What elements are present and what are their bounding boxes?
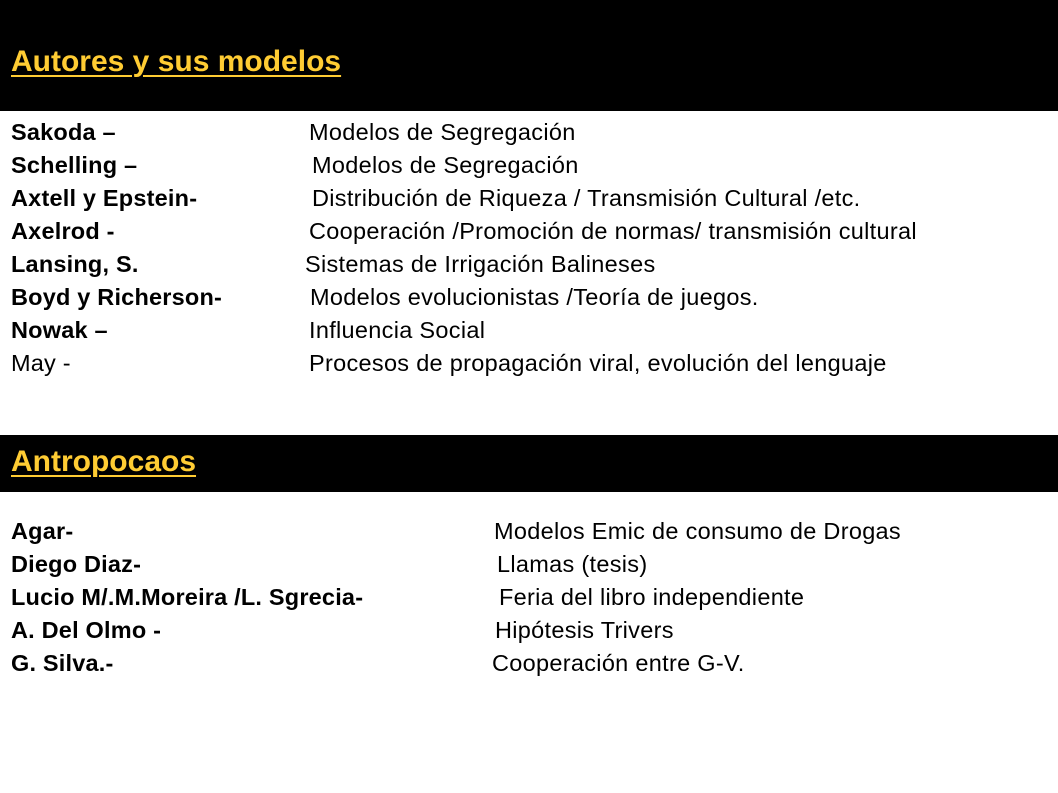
author-model-list — [11, 116, 1051, 380]
model-topic: Modelos evolucionistas /Teoría de juegos. — [310, 284, 759, 310]
list-item — [11, 314, 1051, 347]
title-band-antropocaos — [0, 435, 1058, 492]
list-item — [11, 347, 1051, 380]
project-topic: Cooperación entre G-V. — [492, 650, 745, 676]
list-item — [11, 248, 1051, 281]
list-item — [11, 149, 1051, 182]
section-title-antropocaos: Antropocaos — [11, 445, 197, 478]
author-name: Axtell y Epstein- — [11, 185, 198, 211]
author-name: Axelrod - — [11, 218, 115, 244]
member-name: Lucio M/.M.Moreira /L. Sgrecia- — [11, 584, 364, 610]
project-topic: Llamas (tesis) — [497, 551, 648, 577]
model-topic: Sistemas de Irrigación Balineses — [305, 251, 656, 277]
project-topic: Feria del libro independiente — [499, 584, 805, 610]
list-item — [11, 647, 1011, 680]
author-name: Lansing, S. — [11, 251, 139, 277]
project-topic: Modelos Emic de consumo de Drogas — [494, 518, 901, 544]
model-topic: Modelos de Segregación — [309, 119, 576, 145]
author-name: Boyd y Richerson- — [11, 284, 223, 310]
member-name: G. Silva.- — [11, 650, 114, 676]
member-name: Agar- — [11, 518, 74, 544]
antropocaos-project-list — [11, 515, 1011, 680]
author-name: Sakoda – — [11, 119, 116, 145]
list-item — [11, 548, 1011, 581]
list-item — [11, 281, 1051, 314]
list-item — [11, 182, 1051, 215]
author-name: Nowak – — [11, 317, 108, 343]
list-item — [11, 116, 1051, 149]
section-title-autores: Autores y sus modelos — [11, 45, 342, 78]
list-item — [11, 215, 1051, 248]
model-topic: Cooperación /Promoción de normas/ transmisión cultural — [309, 218, 917, 244]
list-item — [11, 614, 1011, 647]
list-item — [11, 515, 1011, 548]
title-band-autores — [0, 0, 1058, 111]
model-topic: Influencia Social — [309, 317, 486, 343]
author-name: May - — [11, 350, 71, 376]
list-item — [11, 581, 1011, 614]
author-name: Schelling – — [11, 152, 138, 178]
member-name: Diego Diaz- — [11, 551, 142, 577]
model-topic: Modelos de Segregación — [312, 152, 579, 178]
model-topic: Procesos de propagación viral, evolución del lenguaje — [309, 350, 887, 376]
project-topic: Hipótesis Trivers — [495, 617, 674, 643]
member-name: A. Del Olmo - — [11, 617, 162, 643]
model-topic: Distribución de Riqueza / Transmisión Cultural /etc. — [312, 185, 861, 211]
